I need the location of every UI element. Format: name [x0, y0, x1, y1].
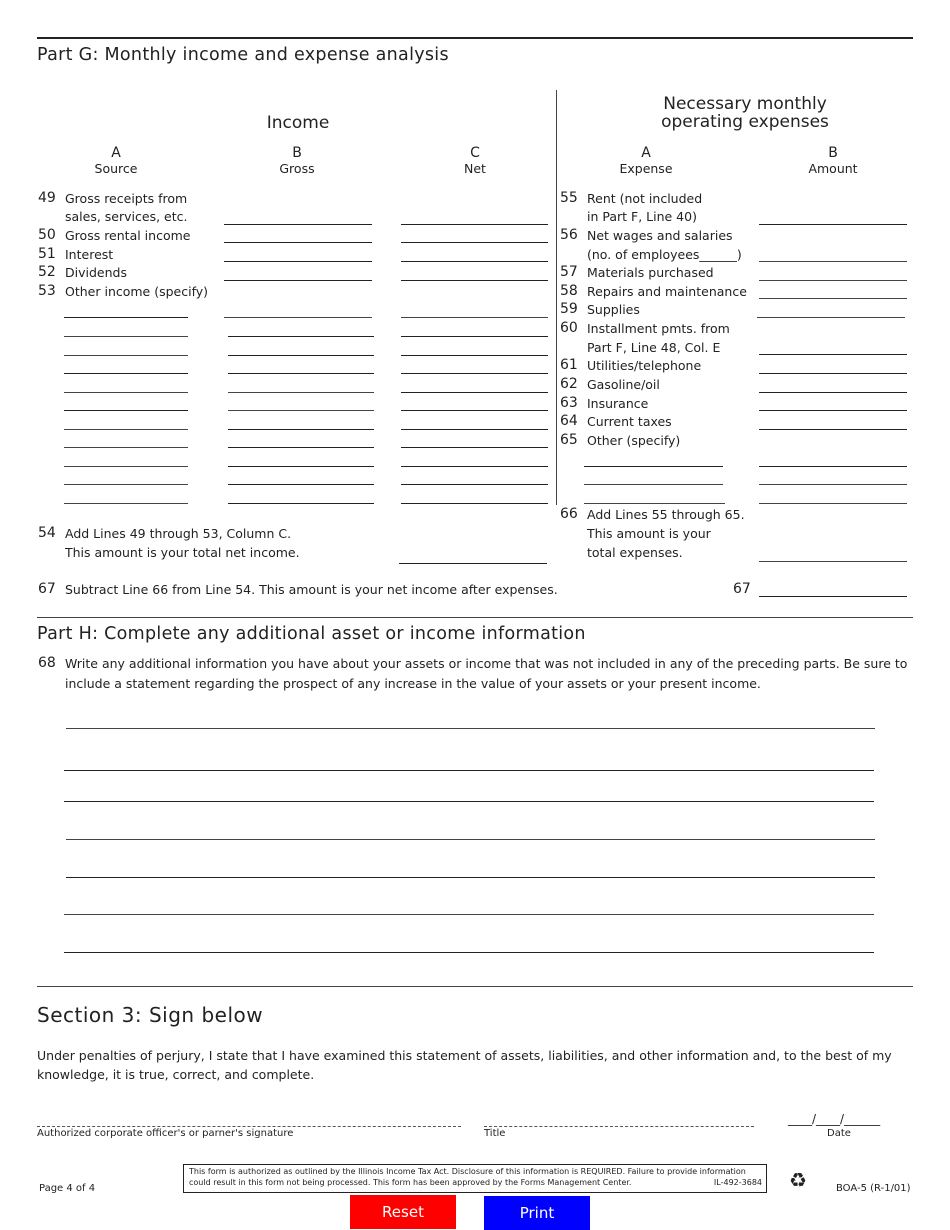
- col-letter: A: [111, 145, 121, 161]
- other-gross-field[interactable]: [228, 392, 374, 393]
- expenses-heading-line2: operating expenses: [661, 112, 829, 132]
- line-number: 66: [560, 506, 578, 522]
- net-field-49[interactable]: [401, 224, 548, 225]
- line-number: 63: [560, 395, 578, 411]
- page-number: Page 4 of 4: [39, 1183, 96, 1194]
- other-net-field[interactable]: [401, 503, 548, 504]
- section3-rule: [37, 986, 913, 987]
- other-gross-field[interactable]: [228, 484, 374, 485]
- line-label: Dividends: [65, 265, 127, 280]
- perjury-statement: Under penalties of perjury, I state that I have examined this statement of assets, liabilities, and other information and, to the best of my: [37, 1048, 892, 1063]
- additional-info-line[interactable]: [66, 877, 875, 878]
- other-source-field[interactable]: [64, 429, 188, 430]
- line-number: 59: [560, 301, 578, 317]
- line-number: 56: [560, 227, 578, 243]
- notice-code: IL-492-3684: [713, 1178, 762, 1187]
- other-amount-field[interactable]: [759, 466, 907, 467]
- line-label: This amount is your: [587, 526, 711, 541]
- col-name: Gross: [279, 161, 315, 176]
- other-net-field[interactable]: [401, 355, 548, 356]
- col-name: Source: [94, 161, 138, 176]
- line-label: (no. of employees______): [587, 247, 742, 262]
- amount-field-56[interactable]: [759, 261, 907, 262]
- line-label: Insurance: [587, 396, 649, 411]
- part-h-rule: [37, 617, 913, 618]
- amount-field-62[interactable]: [759, 392, 907, 393]
- gross-field-49[interactable]: [224, 224, 372, 225]
- gross-field-50[interactable]: [224, 242, 372, 243]
- date-label: Date: [827, 1128, 851, 1139]
- other-source-field[interactable]: [64, 317, 188, 318]
- income-heading: Income: [266, 113, 330, 133]
- other-gross-field[interactable]: [228, 336, 374, 337]
- line-label: Rent (not included: [587, 191, 703, 206]
- line-label: Other income (specify): [65, 284, 209, 299]
- col-name: Net: [464, 161, 486, 176]
- line-label: total expenses.: [587, 545, 683, 560]
- other-source-field[interactable]: [64, 503, 188, 504]
- date-field[interactable]: ____/____/______: [788, 1112, 881, 1126]
- additional-info-line[interactable]: [66, 839, 875, 840]
- notice-line: This form is authorized as outlined by the Illinois Income Tax Act. Disclosure of this information is REQUIRED. Failure to provide information: [189, 1167, 746, 1176]
- other-gross-field[interactable]: [228, 466, 374, 467]
- amount-field-64[interactable]: [759, 429, 907, 430]
- perjury-statement: knowledge, it is true, correct, and complete.: [37, 1067, 315, 1082]
- line-label: Part F, Line 48, Col. E: [587, 340, 721, 355]
- other-net-field[interactable]: [401, 447, 548, 448]
- additional-info-line[interactable]: [66, 728, 875, 729]
- amount-field-60[interactable]: [759, 354, 907, 355]
- other-gross-field[interactable]: [228, 355, 374, 356]
- other-source-field[interactable]: [64, 392, 188, 393]
- amount-field-55[interactable]: [759, 224, 907, 225]
- other-net-field[interactable]: [401, 484, 548, 485]
- section3-title: Section 3: Sign below: [37, 1003, 264, 1027]
- line-number: 58: [560, 283, 578, 299]
- form-id: BOA-5 (R-1/01): [836, 1183, 911, 1194]
- line-number: 57: [560, 264, 578, 280]
- net-field-51[interactable]: [401, 261, 548, 262]
- col-name: Expense: [619, 161, 673, 176]
- other-gross-field[interactable]: [224, 317, 372, 318]
- other-net-field[interactable]: [401, 429, 548, 430]
- other-net-field[interactable]: [401, 466, 548, 467]
- line-label: sales, services, etc.: [65, 209, 188, 224]
- total-expenses-field[interactable]: [759, 561, 907, 562]
- line-label: This amount is your total net income.: [65, 545, 300, 560]
- other-source-field[interactable]: [64, 484, 188, 485]
- recycle-icon: ♻: [789, 1168, 807, 1192]
- top-rule: [37, 37, 913, 39]
- line-label: Add Lines 49 through 53, Column C.: [65, 526, 292, 541]
- line-label: in Part F, Line 40): [587, 209, 697, 224]
- amount-field-59[interactable]: [757, 317, 905, 318]
- additional-info-line[interactable]: [64, 914, 874, 915]
- other-gross-field[interactable]: [228, 503, 374, 504]
- additional-info-line[interactable]: [64, 952, 874, 953]
- other-source-field[interactable]: [64, 410, 188, 411]
- other-expense-field[interactable]: [584, 503, 725, 504]
- notice-line: could result in this form not being processed. This form has been approved by the Forms Management Center.: [189, 1178, 632, 1187]
- income-col-a-header: [76, 146, 156, 176]
- income-col-c-header: [435, 146, 515, 176]
- other-net-field[interactable]: [401, 336, 548, 337]
- other-gross-field[interactable]: [228, 410, 374, 411]
- other-amount-field[interactable]: [759, 484, 907, 485]
- part-h-title: Part H: Complete any additional asset or income information: [37, 624, 586, 644]
- signature-field[interactable]: [37, 1126, 461, 1127]
- line-number: 54: [38, 525, 56, 541]
- line-label: Supplies: [587, 302, 640, 317]
- col-letter: B: [292, 145, 302, 161]
- gross-field-52[interactable]: [224, 280, 372, 281]
- expenses-heading: [620, 95, 870, 131]
- other-net-field[interactable]: [401, 410, 548, 411]
- line-label: Installment pmts. from: [587, 321, 730, 336]
- other-source-field[interactable]: [64, 466, 188, 467]
- amount-field-58[interactable]: [759, 298, 907, 299]
- signature-label: Authorized corporate officer's or parner's signature: [37, 1128, 294, 1139]
- other-net-field[interactable]: [401, 317, 548, 318]
- other-expense-field[interactable]: [584, 466, 723, 467]
- expense-col-b-header: [793, 146, 873, 176]
- line-label: Add Lines 55 through 65.: [587, 507, 745, 522]
- line-number: 62: [560, 376, 578, 392]
- line-label: Gross receipts from: [65, 191, 188, 206]
- part-h-instructions: include a statement regarding the prospect of any increase in the value of your assets or your present income.: [65, 676, 761, 691]
- other-source-field[interactable]: [64, 336, 188, 337]
- amount-field-61[interactable]: [759, 373, 907, 374]
- line-number: 60: [560, 320, 578, 336]
- amount-field-57[interactable]: [759, 280, 907, 281]
- additional-info-line[interactable]: [64, 770, 874, 771]
- line-number: 67: [733, 581, 751, 597]
- line-number: 61: [560, 357, 578, 373]
- other-gross-field[interactable]: [228, 429, 374, 430]
- line-number: 64: [560, 413, 578, 429]
- line-label: Net wages and salaries: [587, 228, 733, 243]
- line-number: 50: [38, 227, 56, 243]
- line-label: Other (specify): [587, 433, 681, 448]
- line-number: 67: [38, 581, 56, 597]
- line-label: Current taxes: [587, 414, 672, 429]
- total-net-income-field[interactable]: [399, 563, 547, 564]
- amount-field-63[interactable]: [759, 410, 907, 411]
- expenses-heading-line1: Necessary monthly: [663, 94, 827, 114]
- part-h-instructions: Write any additional information you have about your assets or income that was not included in any of the preceding parts. Be sure to: [65, 656, 908, 671]
- title-field[interactable]: [484, 1126, 754, 1127]
- reset-button[interactable]: Reset: [350, 1195, 456, 1229]
- net-field-50[interactable]: [401, 242, 548, 243]
- line-label: Materials purchased: [587, 265, 714, 280]
- gross-field-51[interactable]: [224, 261, 372, 262]
- authorization-notice: [183, 1164, 767, 1193]
- other-source-field[interactable]: [64, 355, 188, 356]
- line-number: 52: [38, 264, 56, 280]
- col-letter: A: [641, 145, 651, 161]
- other-net-field[interactable]: [401, 392, 548, 393]
- part-g-title: Part G: Monthly income and expense analysis: [37, 45, 449, 65]
- line-label: Interest: [65, 247, 114, 262]
- other-gross-field[interactable]: [228, 447, 374, 448]
- line-number: 55: [560, 190, 578, 206]
- col-letter: C: [470, 145, 480, 161]
- expense-col-a-header: [606, 146, 686, 176]
- col-letter: B: [828, 145, 838, 161]
- line-number: 53: [38, 283, 56, 299]
- line-number: 49: [38, 190, 56, 206]
- income-col-b-header: [257, 146, 337, 176]
- line-label: Gross rental income: [65, 228, 191, 243]
- line-label: Gasoline/oil: [587, 377, 660, 392]
- line-number: 65: [560, 432, 578, 448]
- other-net-field[interactable]: [401, 373, 548, 374]
- line-label: Utilities/telephone: [587, 358, 702, 373]
- net-field-52[interactable]: [401, 280, 548, 281]
- other-source-field[interactable]: [64, 373, 188, 374]
- col-name: Amount: [808, 161, 858, 176]
- other-amount-field[interactable]: [759, 503, 907, 504]
- line-number: 68: [38, 655, 56, 671]
- additional-info-line[interactable]: [64, 801, 874, 802]
- other-gross-field[interactable]: [228, 373, 374, 374]
- net-income-after-expenses-field[interactable]: [759, 596, 907, 597]
- line-number: 51: [38, 246, 56, 262]
- line-label: Repairs and maintenance: [587, 284, 747, 299]
- other-source-field[interactable]: [64, 447, 188, 448]
- column-divider: [556, 90, 557, 505]
- line-label: Subtract Line 66 from Line 54. This amount is your net income after expenses.: [65, 582, 558, 597]
- print-button[interactable]: Print: [484, 1196, 590, 1230]
- title-label: Title: [484, 1128, 506, 1139]
- other-expense-field[interactable]: [584, 484, 723, 485]
